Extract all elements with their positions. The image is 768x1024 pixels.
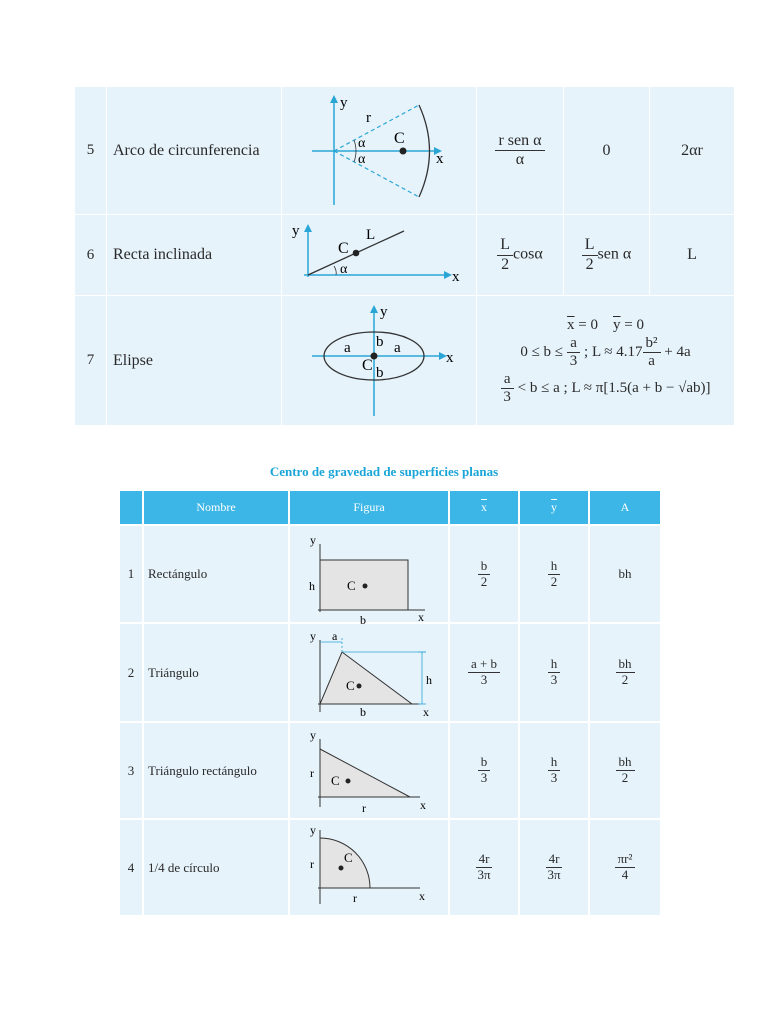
numerator: h bbox=[548, 657, 561, 673]
header-number bbox=[119, 490, 143, 525]
numerator: b² bbox=[643, 335, 661, 353]
numerator: a bbox=[567, 335, 580, 353]
figure-cell bbox=[289, 722, 449, 819]
numerator: bh bbox=[616, 755, 635, 771]
xbar-symbol: $\overline{x}$ bbox=[567, 316, 575, 333]
xbar-cell bbox=[477, 215, 564, 296]
ybar-cell bbox=[519, 623, 589, 722]
semi-axis-a-label: a bbox=[344, 340, 351, 356]
alpha-label: α bbox=[358, 136, 366, 151]
table-row bbox=[75, 87, 735, 215]
arc-figure bbox=[282, 87, 477, 209]
centroid-label: C bbox=[362, 357, 373, 374]
base-label: b bbox=[360, 705, 366, 719]
area-cell bbox=[589, 722, 661, 819]
ybar-symbol: $\overline{y}$ bbox=[613, 316, 621, 333]
numerator: πr² bbox=[615, 852, 636, 868]
denominator: a bbox=[648, 353, 655, 370]
numerator: bh bbox=[616, 657, 635, 673]
surfaces-centroid-table bbox=[118, 489, 662, 917]
denominator: 3 bbox=[550, 672, 558, 687]
table-header-row bbox=[119, 490, 661, 525]
table-row bbox=[75, 296, 735, 426]
numerator: 4r bbox=[476, 852, 493, 868]
ellipse-formulas-cell bbox=[477, 296, 735, 426]
right-triangle-figure bbox=[290, 723, 450, 813]
section-title: Centro de gravedad de superficies planas bbox=[269, 464, 499, 479]
ybar-cell bbox=[519, 819, 589, 916]
centroid-label: C bbox=[346, 678, 355, 693]
denominator: 3 bbox=[480, 672, 488, 687]
table-row bbox=[75, 215, 735, 296]
xbar-cell bbox=[449, 722, 519, 819]
xbar-symbol: $\overline{x}$ bbox=[481, 500, 487, 514]
height-label: h bbox=[309, 579, 315, 593]
length-label: L bbox=[366, 227, 376, 243]
ybar-symbol: $\overline{y}$ bbox=[551, 500, 557, 514]
denominator: 3π bbox=[477, 867, 491, 882]
length-cell: 2αr bbox=[650, 87, 735, 215]
y-axis-label: y bbox=[310, 533, 316, 547]
numerator: L bbox=[497, 236, 513, 255]
denominator: 2 bbox=[585, 255, 594, 273]
figure-cell bbox=[282, 215, 477, 296]
x-axis-label: x bbox=[452, 269, 460, 285]
centroid-label: C bbox=[331, 773, 340, 788]
x-axis-label: x bbox=[418, 610, 424, 624]
formula-text: < b ≤ a ; L ≈ π[1.5(a + b − √ab)] bbox=[513, 379, 711, 396]
ellipse-figure bbox=[282, 296, 477, 420]
shape-name: Elipse bbox=[107, 296, 282, 426]
figure-cell bbox=[289, 525, 449, 627]
denominator: 3 bbox=[569, 353, 578, 370]
x-axis-label: x bbox=[423, 705, 429, 719]
triangle-figure bbox=[290, 624, 450, 719]
numerator: b bbox=[478, 755, 491, 771]
radius-label: r bbox=[310, 857, 314, 871]
numerator: h bbox=[548, 559, 561, 575]
denominator: 4 bbox=[621, 867, 629, 882]
table-row bbox=[119, 623, 661, 722]
figure-cell bbox=[282, 296, 477, 426]
y-axis-label: y bbox=[340, 95, 348, 111]
numerator: 4r bbox=[546, 852, 563, 868]
denominator: 2 bbox=[550, 573, 558, 589]
xbar-cell bbox=[477, 87, 564, 215]
shape-name: Recta inclinada bbox=[107, 215, 282, 296]
denominator: 3π bbox=[547, 867, 561, 882]
radius-label: r bbox=[366, 110, 371, 126]
offset-a-label: a bbox=[332, 629, 338, 643]
denominator: 2 bbox=[501, 255, 510, 273]
shape-name: Arco de circunferencia bbox=[107, 87, 282, 215]
row-number: 5 bbox=[75, 87, 107, 215]
inclined-line-figure bbox=[282, 215, 477, 290]
shape-name: 1/4 de círculo bbox=[143, 819, 289, 916]
denominator: 3 bbox=[550, 770, 558, 785]
numerator: r sen α bbox=[495, 132, 544, 151]
shape-name: Rectángulo bbox=[143, 525, 289, 623]
xbar-cell bbox=[449, 819, 519, 916]
ybar-cell bbox=[564, 215, 650, 296]
centroid-label: C bbox=[344, 850, 353, 865]
header-ybar bbox=[519, 490, 589, 525]
area-cell bbox=[589, 819, 661, 916]
radius-label: r bbox=[353, 891, 357, 905]
header-name: Nombre bbox=[143, 490, 289, 525]
row-number: 7 bbox=[75, 296, 107, 426]
numerator: L bbox=[582, 236, 598, 255]
centroid-label: C bbox=[394, 130, 405, 147]
centroid-label: C bbox=[347, 578, 356, 593]
semi-axis-b-label: b bbox=[376, 334, 384, 350]
y-axis-label: y bbox=[292, 223, 300, 239]
y-axis-label: y bbox=[310, 629, 316, 643]
base-label: b bbox=[360, 613, 366, 627]
header-figure: Figura bbox=[289, 490, 449, 525]
row-number: 6 bbox=[75, 215, 107, 296]
alpha-label: α bbox=[358, 152, 366, 167]
ybar-cell bbox=[519, 722, 589, 819]
area-cell: bh bbox=[589, 525, 661, 623]
x-axis-label: x bbox=[446, 350, 454, 366]
y-axis-label: y bbox=[310, 728, 316, 742]
denominator: 2 bbox=[621, 770, 629, 785]
header-area: A bbox=[589, 490, 661, 525]
x-axis-label: x bbox=[420, 798, 426, 812]
ybar-cell: 0 bbox=[564, 87, 650, 215]
figure-cell bbox=[282, 87, 477, 215]
length-cell: L bbox=[650, 215, 735, 296]
x-axis-label: x bbox=[436, 151, 444, 167]
figure-cell bbox=[289, 623, 449, 722]
lines-centroid-table bbox=[74, 86, 735, 426]
ybar-value: = 0 bbox=[620, 316, 644, 333]
formula-text: ; L ≈ 4.17 bbox=[580, 344, 643, 361]
figure-cell bbox=[289, 819, 449, 916]
centroid-label: C bbox=[338, 240, 349, 257]
quarter-circle-figure bbox=[290, 820, 450, 910]
y-axis-label: y bbox=[380, 304, 388, 320]
denominator: α bbox=[515, 151, 525, 168]
formula-text: 0 ≤ b ≤ bbox=[520, 344, 567, 361]
numerator: a bbox=[501, 371, 514, 389]
xbar-cell bbox=[449, 525, 519, 623]
denominator: 3 bbox=[503, 388, 511, 405]
denominator: 2 bbox=[480, 573, 488, 589]
leg-label: r bbox=[362, 801, 366, 815]
header-xbar bbox=[449, 490, 519, 525]
xbar-cell bbox=[449, 623, 519, 722]
rectangle-figure bbox=[290, 526, 450, 627]
semi-axis-a-label: a bbox=[394, 340, 401, 356]
suffix: sen α bbox=[597, 245, 632, 263]
leg-label: r bbox=[310, 766, 314, 780]
area-cell bbox=[589, 623, 661, 722]
xbar-value: = 0 bbox=[574, 316, 598, 333]
formula-text: + 4a bbox=[660, 344, 691, 361]
x-axis-label: x bbox=[419, 889, 425, 903]
numerator: a + b bbox=[468, 657, 500, 673]
suffix: cosα bbox=[513, 245, 543, 263]
y-axis-label: y bbox=[310, 823, 316, 837]
height-label: h bbox=[426, 673, 432, 687]
ybar-cell bbox=[519, 525, 589, 623]
table-row bbox=[119, 722, 661, 819]
shape-name: Triángulo bbox=[143, 623, 289, 722]
row-number: 2 bbox=[119, 623, 143, 722]
numerator: b bbox=[478, 559, 491, 575]
table-row bbox=[119, 819, 661, 916]
table-row bbox=[119, 525, 661, 623]
alpha-label: α bbox=[340, 262, 348, 277]
numerator: h bbox=[548, 755, 561, 771]
denominator: 3 bbox=[480, 770, 488, 785]
row-number: 4 bbox=[119, 819, 143, 916]
row-number: 1 bbox=[119, 525, 143, 623]
semi-axis-b-label: b bbox=[376, 365, 384, 381]
shape-name: Triángulo rectángulo bbox=[143, 722, 289, 819]
denominator: 2 bbox=[621, 672, 629, 687]
row-number: 3 bbox=[119, 722, 143, 819]
